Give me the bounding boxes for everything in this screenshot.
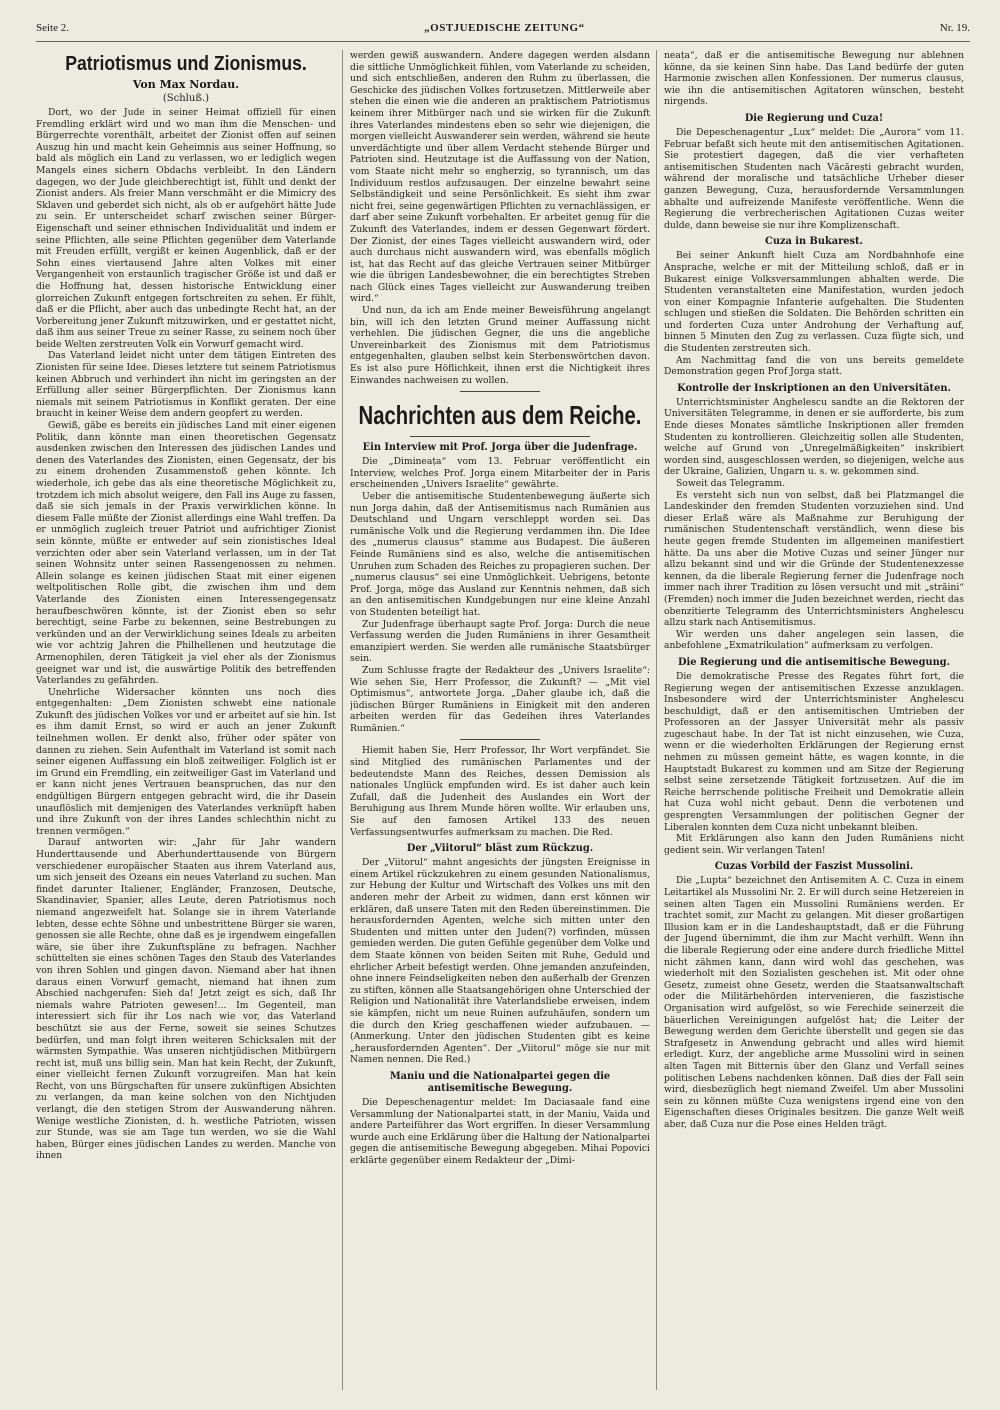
- newspaper-name: „OSTJUEDISCHE ZEITUNG“: [424, 22, 585, 34]
- news-headline: Cuzas Vorbild der Faszist Mussolini.: [714, 861, 914, 873]
- news-headline: Ein Interview mit Prof. Jorga über die Judenfrage.: [362, 442, 638, 454]
- divider: [460, 739, 540, 740]
- article-paragraph: Es versteht sich nun von selbst, daß bei Platzmangel die Landeskinder den fremden Studenten vorzuziehen sind. Und dieser Erlaß wäre als Maßnahme zur Beruhigung der rumänischen Studentenschaft verständlich, wenn diese bis heute gegen fremde Studenten im allgemeinen manifestiert hätte. Da uns aber die Motive Cuzas und seiner Jünger nur allzu bekannt sind und wir die Gründe der Studentenexzesse kennen, da die liberale Regierung ferner die Judenfrage noch immer nach ihrer Tradition zu lösen versucht und mit „străini“ (Fremden) noch immer die Juden bezeichnet werden, riecht das obenzitierte Telegramm des Unterrichtsministers Anghelescu allzu stark nach Antisemitismus.: [664, 489, 964, 629]
- column-3: [664, 50, 964, 1390]
- news-headline: Maniu und die Nationalpartei gegen die antisemitische Bewegung.: [389, 1070, 611, 1094]
- article-paragraph: Dort, wo der Jude in seiner Heimat offiziell für einen Fremdling erklärt wird und wo man ihm die Menschen- und Bürgerrechte vorenthält, arbeitet der Zionist offen auf seinen Auszug hin und macht kein Geheimnis aus seiner Hoffnung, so bald als möglich ein Land zu verlassen, wo er lediglich wegen Mangels eines sichern Obdachs verbleibt. In den Ländern dagegen, wo der Jude gleichberechtigt ist, fühlt und denkt der Zionist anders. Als freier Mann verschmäht er die Mimicry des Sklaven und geberdet sich nicht, als ob er aufgehört hätte Jude zu sein. Er unterscheidet scharf zwischen seiner Bürger-Eigenschaft und seiner ethnischen Individualität und indem er seine Pflichten, alle seine Pflichten gegenüber dem Vaterlande mit Freuden erfüllt, vergißt er keinen Augenblick, daß er der Sohn eines viertausend Jahre alten Volkes mit einer Vergangenheit von erstaunlich tragischer Größe ist und daß er die Hoffnung hat, dessen historische Entwicklung einer glorreichen Zukunft entgegen fortschreiten zu sehen. Er fühlt, daß er die Pflicht, aber auch das unbedingte Recht hat, an der Vorbereitung jener Zukunft mitzuwirken, und er gestattet nicht, daß ihm aus seiner Treue zu seiner Rasse, zu seinem noch über beide Welten zerstreuten Volk ein Vorwurf gemacht wird.: [36, 107, 336, 350]
- article-paragraph: Das Vaterland leidet nicht unter dem tätigen Eintreten des Zionisten für seine Idee. Dieses letztere tut seinem Patriotismus keinen Abbruch und verhindert ihn nicht im geringsten an der Erfüllung aller seiner Bürgerpflichten. Der Zionismus kann niemals mit seinem Patriotismus in Konflikt geraten. Der eine braucht in keiner Weise dem andern geopfert zu werden.: [36, 350, 336, 420]
- page-header: [36, 22, 970, 42]
- article-paragraph: Und nun, da ich am Ende meiner Beweisführung angelangt bin, will ich den letzten Grund meiner Auffassung nicht verhehlen. Die jüdischen Gegner, die uns die angebliche Unvereinbarkeit des Zionismus mit dem Patriotismus entgegenhalten, glauben selbst kein Sterbenswörtchen davon. Es ist also pure Höflichkeit, ihnen erst die Nichtigkeit ihres Einwandes nachweisen zu wollen.: [350, 305, 650, 386]
- article-paragraph: Der „Viitorul“ mahnt angesichts der jüngsten Ereignisse in einem Artikel rückzukehren zu einem gesunden Nationalismus, zur Hebung der Kultur und Wirtschaft des Volkes uns mit den anderen mehr der Arbeit zu widmen, dann erst können wir erklären, daß unsere Taten mit den Reden übereinstimmen. Die herausfordernden Agenten, welche sich mitten unter den Studenten und mitten unter den Juden(?) vorfinden, müssen gemieden werden. Die guten Gefühle gegenüber dem Volke und dem Staate können von beiden Seiten mit Ruhe, Geduld und ehrlicher Arbeit befestigt werden. Ohne jemanden anzufeinden, ohne innere Feindseligkeiten neben den außerhalb der Grenzen zu stiften, können alle Staatsangehörigen ohne Unterschied der Religion und Nationalität ihre Vaterlandsliebe erweisen, indem sie kämpfen, nicht um neue Ruinen aufzuhäufen, sondern um die durch den Krieg geschaffenen wieder aufzubauen. — (Anmerkung. Unter den jüdischen Studenten gibt es keine „herausfordernden Agenten“. Der „Viitorul“ möge sie nur mit Namen nennen. Die Red.): [350, 857, 650, 1066]
- article-paragraph: Die Depeschenagentur „Lux“ meldet: Die „Aurora“ vom 11. Februar befaßt sich heute mit den antisemitischen Agitationen. Sie protestiert dagegen, daß die vier verhafteten antisemitischen Studenten nach Văcărești gebracht wurden, während der moralische und tatsächliche Urheber dieser ganzen Bewegung, Cuza, herausfordernde Versammlungen abhalte und aufreizende Manifeste veröffentliche. Wenn die Regierung die verbrecherischen Agitationen Cuzas weiter dulde, dann beweise sie nur ihre Komplizenschaft.: [664, 126, 964, 231]
- section-heading: Nachrichten aus dem Reiche.: [358, 400, 642, 431]
- article-paragraph: Die Depeschenagentur meldet: Im Daciasaale fand eine Versammlung der Nationalpartei statt, in der Maniu, Vaida und andere Parteiführer das Wort ergriffen. In dieser Versammlung wurde auch eine Erklärung über die Haltung der Nationalpartei gegen die antisemitische Bewegung abgegeben. Mihai Popovici erklärte gegenüber einem Redakteur der „Dimi-: [350, 1096, 650, 1166]
- article-paragraph: Unehrliche Widersacher könnten uns noch dies entgegenhalten: „Dem Zionisten schwebt eine nationale Zukunft des jüdischen Volkes vor und er arbeitet auf sie hin. Ist es ihm damit Ernst, so wird er auch an jener Zukunft teilnehmen wollen. Er denkt also, früher oder später von dannen zu ziehen. Sein Aufenthalt im Vaterland ist somit nach seiner eigenen Auffassung ein bloß zeitweiliger. Folglich ist er im Grund ein Fremdling, ein zeitweiliger Gast im Vaterland und er kann nicht jenes Vertrauen beanspruchen, das nur den endgültigen Bürgern entgegen gebracht wird, die ihr Dasein unauflöslich mit demjenigen des Vaterlandes verknüpft haben und ihre Zukunft von der ihres Landes schlechthin nicht zu trennen vermögen.“: [36, 686, 336, 837]
- article-paragraph: Ueber die antisemitische Studentenbewegung äußerte sich nun Jorga dahin, daß der Antisemitismus nach Rumänien aus Deutschland und Ungarn verschleppt worden sei. Das rumänische Volk und die Regierung verdammen ihn. Die Idee des „numerus clausus“ stamme aus Budapest. Die äußeren Feinde Rumäniens sind es also, welche die antisemitischen Unruhen zum Schaden des Reiches zu propagieren suchen. Der „numerus clausus“ sei eine Unmöglichkeit. Uebrigens, betonte Prof. Jorga, möge das Ausland zur Kenntnis nehmen, daß sich an den antisemitischen Kundgebungen nur eine kleine Anzahl von Studenten beteiligt hat.: [350, 491, 650, 618]
- news-headline: Kontrolle der Inskriptionen an den Universitäten.: [677, 382, 951, 394]
- article-title: Patriotismus und Zionismus.: [65, 53, 307, 75]
- column-divider: [656, 50, 657, 1390]
- article-paragraph: Bei seiner Ankunft hielt Cuza am Nordbahnhofe eine Ansprache, welche er mit der Mitteilung schloß, daß er in Bukarest einige Volksversammlungen abhalten werde. Die Studenten veranstalteten eine Manifestation, wurden jedoch von einer Kompagnie Infanterie aufgehalten. Die Studenten schlugen und stießen die Soldaten. Die Behörden schritten ein und forderten Cuza unter Androhung der Verhaftung auf, binnen 5 Minuten den Zug zu verlassen. Cuza fügte sich, und die Studenten zerstreuten sich.: [664, 250, 964, 355]
- article-paragraph: Die „Lupta“ bezeichnet den Antisemiten A. C. Cuza in einem Leitartikel als Mussolini Nr. 2. Er will durch seine Hetzereien in seinen alten Tagen ein Mussolini Rumäniens werden. Er trachtet somit, zur Macht zu gelangen. Mit dieser großartigen Illusion kam er in die Landeshauptstadt, daß er die Führung der Jugend übernimmt, die ihm zur Macht verhilft. Wenn ihn die liberale Regierung oder eine andere durch friedliche Mittel nicht zähmen kann, dann wird wohl das geschehen, was wiederholt mit den Sozialisten geschehen ist. Mit oder ohne Gesetz, zumeist ohne Gesetz, werden die Staatsanwaltschaft oder die Militärbehörden intervenieren, die faszistische Organisation wird aufgelöst, so wie Ferechide seinerzeit die bäuerlichen Vereinigungen aufgelöst hat; die Leiter der Bewegung werden dem Gerichte überstellt und gegen sie das Strafgesetz in Anwendung gebracht und alles wird hiemit erledigt. Kurz, der angebliche arme Mussolini wird in seinen alten Tagen mit Bitternis über den Glanz und Verfall seines politischen Lebens nachdenken können. Daß dies der Fall sein wird, diesbezüglich hegt niemand Zweifel. Um aber Mussolini sein zu können müßte Cuza wenigstens irgend eine von den Eigenschaften dieses Originales besitzen. Die ganze Welt weiß aber, daß Cuza nur die Pose eines Helden trägt.: [664, 875, 964, 1130]
- article-paragraph: Zur Judenfrage überhaupt sagte Prof. Jorga: Durch die neue Verfassung werden die Juden Rumäniens in ihrer Gesamtheit emanzipiert werden. Sie werden alle rumänische Staatsbürger sein.: [350, 618, 650, 665]
- news-headline: Die Regierung und Cuza!: [744, 112, 884, 124]
- article-note: (Schluß.): [162, 93, 210, 104]
- article-columns: [36, 50, 970, 1390]
- article-paragraph: Darauf antworten wir: „Jahr für Jahr wandern Hunderttausende und Aberhunderttausende von Bürgern verschiedener europäischer Staaten aus ihrem Vaterland aus, um sich jenseit des Ozeans ein neues Vaterland zu suchen. Man findet darunter Italiener, Engländer, Franzosen, Deutsche, Skandinavier, Spanier, alles Leute, deren Patriotismus noch niemand angezweifelt hat. Solange sie in ihrem Vaterlande lebten, desse echte Söhne und unbestrittene Bürger sie waren, genossen sie alle Rechte, ohne daß es je irgendwem eingefallen wäre, sie über ihre Zukunftspläne zu befragen. Nachher schüttelten sie eines schönen Tages den Staub des Vaterlandes von ihren Sohlen und gingen davon. Niemand aber hat ihnen daraus einen Vorwurf gemacht, niemand hat ihnen zum Abschied nachgerufen: Sieh da! Jetzt zeigt es sich, daß Ihr niemals wahre Patrioten gewesen!... Im Gegenteil, man interessiert sich für ihr Los nach wie vor, das Vaterland beschützt sie aus der Ferne, soweit sie seines Schutzes bedürfen, und man folgt ihren weiteren Schicksalen mit der wärmsten Sympathie. Was unseren nichtjüdischen Mitbürgern recht ist, muß uns billig sein. Man hat kein Recht, der Zukunft, einer vielleicht fernen Zukunft vorzugreifen. Man hat kein Recht, von uns Bürgschaften für unsere zukünftigen Absichten zu verlangen, da man keine solchen von den Nichtjuden verlangt, die den stetigen Strom der Auswanderung nähren. Wenige westliche Zionisten, d. h. westliche Patrioten, wissen zur Stunde, was sie am Tage tun werden, wo sie die Wahl haben, Bürger eines jüdischen Landes zu werden. Manche von ihnen: [36, 837, 336, 1162]
- article-paragraph: Mit Erklärungen also kann den Juden Rumäniens nicht gedient sein. Wir verlangen Taten!: [664, 833, 964, 856]
- article-paragraph: Die „Dimineața“ vom 13. Februar veröffentlicht ein Interview, welches Prof. Jorga einem Mitarbeiter der in Paris erscheinenden „Univers Israelite“ gewährte.: [350, 456, 650, 491]
- issue-number: Nr. 19.: [939, 22, 970, 34]
- article-paragraph: Unterrichtsminister Anghelescu sandte an die Rektoren der Universitäten Telegramme, in denen er sie aufforderte, bis zum Ende dieses Monates sämtliche Inskriptionen aller fremden Studenten zu kontrollieren. Gleichzeitig sollen alle Studenten, welche auf Grund von „Unregelmäßigkeiten“ inskribiert worden sind, ausgeschlossen werden, so diejenigen, welche aus der Ukraine, Galizien, Ungarn u. s. w. gekommen sind.: [664, 396, 964, 478]
- page-number-label: Seite 2.: [36, 22, 69, 34]
- article-paragraph: Am Nachmittag fand die von uns bereits gemeldete Demonstration gegen Prof Jorga statt.: [664, 354, 964, 378]
- column-2: [350, 50, 650, 1390]
- article-paragraph: Gewiß, gäbe es bereits ein jüdisches Land mit einer eigenen Politik, dann könnte man einen theoretischen Gegensatz ausdenken zwischen den Interessen des jüdischen Landes und denen des Vaterlandes des Zionisten, einen Gegensatz, der bis zu einem drohenden Zusammenstoß gehen könnte. Ich wiederhole, ich gebe das als eine theoretische Möglichkeit zu, trotzdem ich mich absolut weigere, den Fall ins Auge zu fassen, daß sie sich jemals in der Praxis verwirklichen könne. In diesem Falle müßte der Zionist allerdings eine Wahl treffen. Da er unmöglich zugleich treuer Patriot und aufrichtiger Zionist sein könnte, müßte er entweder auf sein zionistisches Ideal verzichten oder aber sein Vaterland verlassen, um in der Tat seinen Wohnsitz unter seinen Rassengenossen zu nehmen. Allein solange es keinen jüdischen Staat mit einer eigenen weltpolitischen Rolle gibt, die zwischen ihm und dem Vaterlande des Zionisten einen Interessengegensatz heraufbeschwören könnte, ist der Zionist eben so sehr berechtigt, seine Farbe zu bekennen, seine Bestrebungen zu verkünden und an der Verwirklichung seines Ideals zu arbeiten wie vor achtzig Jahren die Philhellenen und heutzutage die Armenophilen, deren Tätigkeit ja viel eher als der Zionismus geeignet war und ist, die auswärtige Politik des betreffenden Vaterlandes zu gefährden.: [36, 420, 336, 687]
- article-paragraph: Die demokratische Presse des Regates führt fort, die Regierung wegen der antisemitischen Exzesse anzuklagen. Insbesondere wird der Unterrichtsminister Anghelescu beschuldigt, daß er den antisemitischen Umtrieben der Professoren an der Jassyer Universität mehr als passiv zugeschaut habe. In der Tat ist nicht einzusehen, wie Cuza, wenn er die wiederholten Erklärungen der Regierung ernst nehmen zu müssen gemeint hätte, es wagen konnte, in die Hauptstadt Bukarest zu kommen und am Sitze der Regierung selbst seine zersetzende Tätigkeit fortzusetzen. Auf die im Reiche herrschende politische Freiheit und Demokratie allein hat Cuza wohl nicht gebaut. Denn die verbotenen und gesprengten Versammlungen der politischen Gegner der Liberalen konnten dem Cuza nicht unbekannt bleiben.: [664, 670, 964, 833]
- column-1: [36, 50, 336, 1390]
- article-paragraph: neața“, daß er die antisemitische Bewegung nur ablehnen könne, da sie keinen Sinn habe. Das Land bedürfe der guten Harmonie zwischen allen Konfessionen. Der numerus clausus, wie ihn die antisemitischen Agitatoren wünschen, besteht nirgends.: [664, 50, 964, 108]
- article-paragraph: Wir werden uns daher angelegen sein lassen, die anbefohlene „Exmatrikulation“ aufmerksam zu verfolgen.: [664, 628, 964, 652]
- article-paragraph: Hiemit haben Sie, Herr Professor, Ihr Wort verpfändet. Sie sind Mitglied des rumänischen Parlamentes und der bedeutendste Mann des Reiches, dessen Demission als nationales Unglück empfunden wird. Es ist daher auch kein Zufall, daß die Judenheit des Auslandes ein Wort der Beruhigung aus Ihrem Munde hören wollte. Wir erlauben uns, Sie auf den famosen Artikel 133 des neuen Verfassungsentwurfes aufmerksam zu machen. Die Red.: [350, 745, 650, 838]
- divider: [460, 391, 540, 392]
- column-divider: [342, 50, 343, 1390]
- article-paragraph: Zum Schlusse fragte der Redakteur des „Univers Israelite“: Wie sehen Sie, Herr Professor, die Zukunft? — „Mit viel Optimismus“, antwortete Jorga. „Daher glaube ich, daß die jüdischen Bürger Rumäniens in Einigkeit mit den anderen arbeiten werden für das Gedeihen ihres Vaterlandes Rumänien.“: [350, 664, 650, 734]
- article-paragraph: werden gewiß auswandern. Andere dagegen werden alsdann die sittliche Unmöglichkeit fühlen, vom Vaterlande zu scheiden, und sich entschließen, anderen den Ruhm zu überlassen, die Geschicke des jüdischen Volkes fortzusetzen. Mittlerweile aber stehen die einen wie die anderen an praktischem Patriotismus keinem ihrer Mitbürger nach und sie wirken für die Zukunft ihres Vaterlandes mindestens eben so sehr wie diejenigen, die morgen vielleicht Auswanderer sein werden, während sie heute unverdächtigte und über allem Verdacht stehende Bürger und Patrioten sind. Heutzutage ist die Auffassung von der Nation, vom Staate nicht mehr so engherzig, so tyrannisch, um das Individuum restlos aufzusaugen. Der einzelne bewahrt seine Selbständigkeit und seine Persönlichkeit. Es sieht ihm zwar nicht frei, seine gegenwärtigen Pflichten zu vernachlässigen, er darf aber seine Zukunft vorbehalten. Er arbeitet genug für die Zukunft des Vaterlandes, indem er dessen Gegenwart fördert. Der Zionist, der eines Tages vielleicht auswandern wird, oder auch durchaus nicht auswandern wird, was ebenfalls möglich ist, hat das Recht auf das gleiche Vertrauen seiner Mitbürger wie die übrigen Landesbewohner, die ein berechtigtes Streben nach Glück eines Tages vielleicht zur Auswanderung treiben wird.“: [350, 50, 650, 305]
- article-paragraph: Soweit das Telegramm.: [676, 478, 785, 489]
- news-headline: Der „Viitorul“ bläst zum Rückzug.: [406, 843, 594, 855]
- divider: [410, 436, 590, 437]
- news-headline: Cuza in Bukarest.: [765, 236, 863, 248]
- article-author: Von Max Nordau.: [132, 78, 240, 91]
- news-headline: Die Regierung und die antisemitische Bewegung.: [677, 656, 951, 668]
